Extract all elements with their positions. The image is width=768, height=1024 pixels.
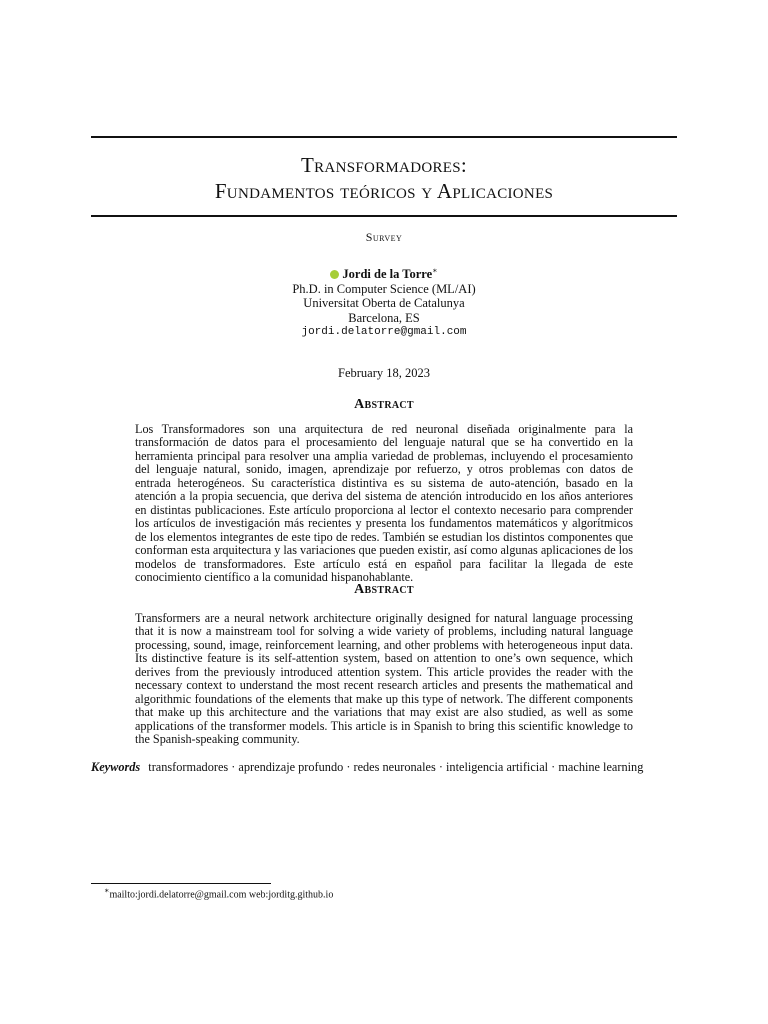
title-line-1: Transformadores: bbox=[301, 153, 467, 177]
publication-date: February 18, 2023 bbox=[338, 366, 430, 380]
footnote-text[interactable]: mailto:jordi.delatorre@gmail.com web:jorditg.github.io bbox=[109, 889, 334, 901]
author-location: Barcelona, ES bbox=[348, 310, 420, 325]
keywords bbox=[91, 760, 691, 775]
keywords-list: transformadores · aprendizaje profundo · redes neuronales · inteligencia artificial · machine learning bbox=[148, 760, 644, 774]
title-top-rule bbox=[91, 136, 677, 138]
author-block bbox=[0, 264, 768, 340]
abstract-es-heading: Abstract bbox=[354, 397, 414, 412]
abstract-en-heading: Abstract bbox=[354, 582, 414, 597]
author-university: Universitat Oberta de Catalunya bbox=[303, 296, 465, 311]
author-name: Jordi de la Torre bbox=[342, 267, 433, 282]
abstract-es-text: Los Transformadores son una arquitectura de red neuronal diseñada originalmente para la transformación de datos para el procesamiento del lenguaje natural que se ha convertido en la herramienta principal para resolver una amplia variedad de problemas, incluyendo el procesamiento del lenguaje natural, sonido, imagen, aprendizaje por refuerzo, y otros problemas con datos de entrada heterogéneos. Su característica distintiva es su sistema de auto-atención, basado en la atención a la propia secuencia, que deriva del sistema de atención introducido en los años anteriores en distintas publicaciones. Este artículo proporciona al lector el contexto necesario para comprender los artículos de investigación más recientes y presenta los fundamentos matemáticos y algorítmicos de los elementos integrantes de este tipo de redes. También se estudian los distintos componentes que conforman esta arquitectura y las variaciones que pueden existir, así como algunas aplicaciones de los modelos de transformadores. Este artículo está en español para facilitar la llegada de este conocimiento científico a la comunidad hispanohablante. bbox=[135, 422, 633, 584]
author-email[interactable]: jordi.delatorre@gmail.com bbox=[301, 326, 467, 339]
footnote-mark: ∗ bbox=[104, 886, 110, 895]
footnote-rule bbox=[91, 883, 271, 884]
paper-type-label: Survey bbox=[365, 230, 403, 244]
footnote bbox=[104, 886, 333, 900]
title-line-2: Fundamentos teóricos y Aplicaciones bbox=[214, 179, 554, 203]
abstract-en-text: Transformers are a neural network architecture originally designed for natural language processing that it is now a mainstream tool for solving a wide variety of problems, including natural language processing, sound, image, reinforcement learning, and other problems with heterogeneous input data. Its distinctive feature is its self-attention system, based on attention to one’s own sequence, which derives from the previously introduced attention system. This article provides the reader with the necessary context to understand the most recent research articles and presents the mathematical and algorithmic foundations of the elements that make up this type of network. The different components that make up this architecture and the variations that may exist are also studied, as well as some applications of the transformer models. This article is in Spanish to bring this scientific knowledge to the Spanish-speaking community. bbox=[135, 611, 633, 747]
paper-title bbox=[91, 152, 677, 204]
author-degree: Ph.D. in Computer Science (ML/AI) bbox=[292, 281, 476, 296]
keywords-label: Keywords bbox=[91, 760, 141, 774]
author-footnote-mark: ∗ bbox=[432, 266, 438, 275]
orcid-icon[interactable] bbox=[330, 270, 339, 279]
title-bottom-rule bbox=[91, 215, 677, 217]
